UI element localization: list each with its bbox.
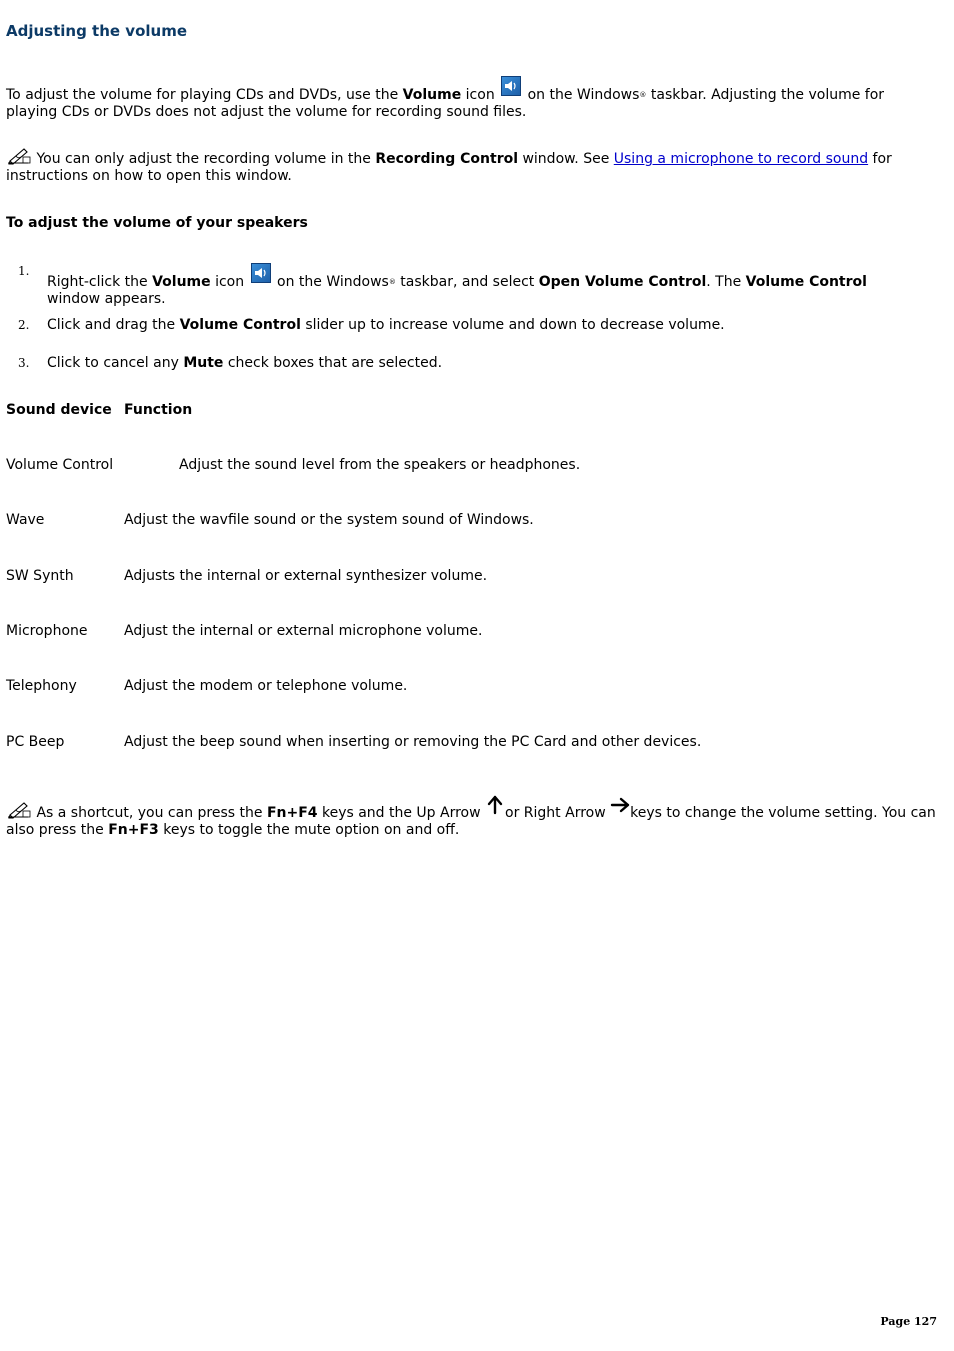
table-cell-device: Wave [6, 512, 45, 528]
note-text: or Right Arrow [505, 805, 611, 821]
step-text: . The [706, 274, 746, 290]
table-cell-device: Volume Control [6, 457, 114, 473]
note-bold-recording-control: Recording Control [375, 151, 519, 167]
step-text: icon [210, 274, 249, 290]
table-cell-device: SW Synth [6, 568, 74, 584]
table-cell-function: Adjust the internal or external microphone volume. [124, 623, 483, 639]
step-text: Click and drag the [47, 317, 180, 333]
note-bold-fn-f4: Fn+F4 [266, 805, 318, 821]
page-number: Page 127 [880, 1315, 937, 1328]
step-bold-mute: Mute [183, 355, 224, 371]
microphone-record-sound-link[interactable]: Using a microphone to record sound [613, 151, 869, 167]
intro-text: taskbar. Adjusting the volume for playing CDs or DVDs does not adjust the volume for recording sound files. [6, 87, 885, 120]
volume-icon [501, 76, 521, 96]
step-number: 3. [18, 356, 30, 370]
step-text: on the Windows [272, 274, 389, 290]
step-bold-volume-control: Volume Control [179, 317, 301, 333]
intro-text: To adjust the volume for playing CDs and DVDs, use the [6, 87, 403, 103]
table-cell-function: Adjust the sound level from the speakers or headphones. [179, 457, 581, 473]
step-number: 2. [18, 318, 30, 332]
intro-text: icon [461, 87, 500, 103]
note-text: keys and the Up Arrow [317, 805, 486, 821]
step-text: slider up to increase volume and down to decrease volume. [300, 317, 725, 333]
right-arrow-icon [610, 795, 630, 815]
table-cell-device: Telephony [6, 678, 77, 694]
note-recording-control [6, 147, 936, 185]
step-text: window appears. [47, 291, 166, 307]
table-header-sound-device: Sound device [6, 402, 112, 418]
step-text: Right-click the [47, 274, 153, 290]
note-text: As a shortcut, you can press the [32, 805, 267, 821]
note-pencil-icon [6, 147, 32, 165]
volume-icon [251, 263, 271, 283]
intro-paragraph [6, 76, 936, 121]
table-cell-function: Adjust the beep sound when inserting or removing the PC Card and other devices. [124, 734, 702, 750]
intro-text: on the Windows [523, 87, 640, 103]
speakers-subheading: To adjust the volume of your speakers [6, 215, 308, 231]
step-3 [47, 355, 917, 372]
table-header-function: Function [124, 402, 193, 418]
step-1 [47, 263, 917, 308]
up-arrow-icon [485, 795, 505, 815]
note-text: You can only adjust the recording volume in the [32, 151, 376, 167]
registered-mark: ® [388, 278, 396, 286]
page-title: Adjusting the volume [6, 22, 187, 40]
note-text: keys to change the volume setting. You can also press the [6, 805, 936, 838]
table-cell-function: Adjusts the internal or external synthesizer volume. [124, 568, 488, 584]
note-text: window. See [518, 151, 614, 167]
note-text: keys to toggle the mute option on and off. [158, 822, 460, 838]
note-text: for instructions on how to open this window. [6, 151, 892, 184]
intro-bold-volume: Volume [402, 87, 462, 103]
step-2 [47, 317, 917, 334]
step-bold-volume-control: Volume Control [745, 274, 867, 290]
table-cell-function: Adjust the modem or telephone volume. [124, 678, 408, 694]
table-cell-device: Microphone [6, 623, 88, 639]
step-bold-volume: Volume [152, 274, 211, 290]
registered-mark: ® [639, 91, 647, 99]
step-text: Click to cancel any [47, 355, 184, 371]
note-shortcut [6, 795, 936, 839]
step-number: 1. [18, 264, 30, 278]
note-pencil-icon [6, 801, 32, 819]
note-bold-fn-f3: Fn+F3 [108, 822, 159, 838]
step-text: check boxes that are selected. [223, 355, 443, 371]
step-bold-open-volume-control: Open Volume Control [538, 274, 707, 290]
table-cell-function: Adjust the wavfile sound or the system sound of Windows. [124, 512, 534, 528]
step-text: taskbar, and select [395, 274, 539, 290]
table-cell-device: PC Beep [6, 734, 65, 750]
